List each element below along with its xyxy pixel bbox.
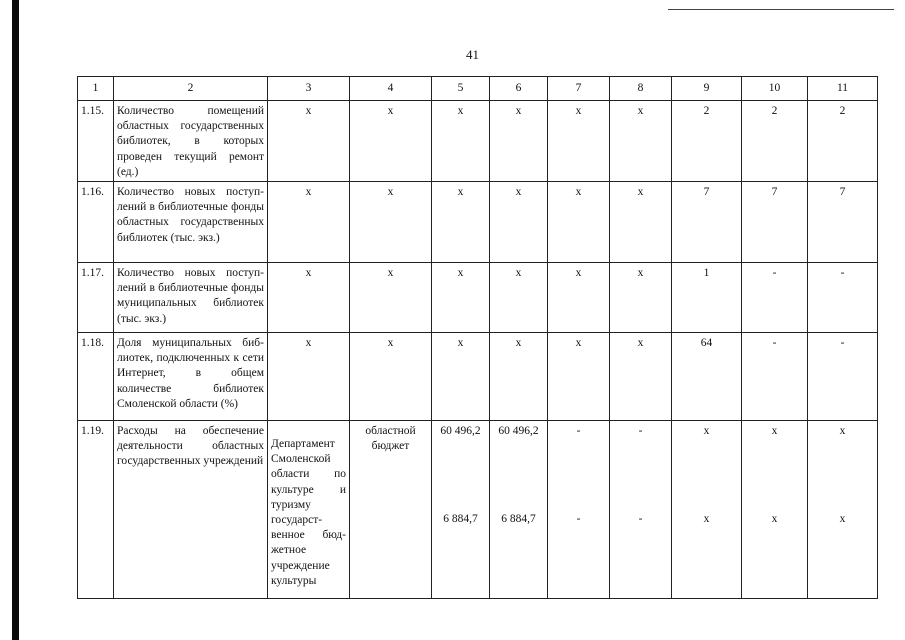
data-table (77, 76, 878, 599)
cell: x (610, 182, 672, 263)
row-name: Доля муниципальных библиотек, подключенных к сети Интернет, в общем количестве библиотек Смоленской области (%) (114, 333, 268, 421)
cell-value-2: 6 884,7 (501, 513, 536, 525)
row-name: Количество новых поступлений в библиотечные фонды муниципальных библиотек (тыс. экз.) (114, 263, 268, 333)
row-number: 1.17. (78, 263, 114, 333)
cell: x (548, 333, 610, 421)
cell: - (742, 333, 808, 421)
cell: x (350, 333, 432, 421)
cell (610, 421, 672, 599)
cell: x (490, 101, 548, 182)
cell-value-2: 6 884,7 (443, 513, 478, 525)
cell: x (350, 182, 432, 263)
cell (490, 421, 548, 599)
cell: x (432, 101, 490, 182)
cell: x (490, 263, 548, 333)
header-cell: 3 (268, 77, 350, 101)
cell-value-1: - (576, 425, 581, 437)
cell: x (432, 182, 490, 263)
cell-value-2: - (638, 513, 643, 525)
cell: - (808, 333, 878, 421)
cell: x (490, 182, 548, 263)
cell: x (350, 101, 432, 182)
header-cell: 5 (432, 77, 490, 101)
cell-value-1: x (703, 425, 710, 437)
row-number: 1.16. (78, 182, 114, 263)
cell: x (268, 263, 350, 333)
cell (742, 421, 808, 599)
cell: x (432, 333, 490, 421)
cell: x (610, 101, 672, 182)
header-cell: 9 (672, 77, 742, 101)
cell-value-1: 60 496,2 (498, 425, 539, 437)
cell: x (610, 333, 672, 421)
cell: 7 (808, 182, 878, 263)
row-name: Количество помещений областных государственных библиотек, в которых проведен текущий ремонт (ед.) (114, 101, 268, 182)
cell: 2 (742, 101, 808, 182)
table-row (78, 263, 878, 333)
cell: x (490, 333, 548, 421)
cell: 64 (672, 333, 742, 421)
page-number: 41 (466, 47, 479, 62)
row-name: Расходы на обеспечение деятельности областных государственных учреждений (114, 421, 268, 599)
cell-value-2: - (576, 513, 581, 525)
cell: 1 (672, 263, 742, 333)
cell: x (548, 263, 610, 333)
cell-value-2: x (703, 513, 710, 525)
cell-value-1: x (771, 425, 778, 437)
cell: 7 (672, 182, 742, 263)
row-name: Количество новых поступлений в библиотечные фонды областных государственных библиотек (тыс. экз.) (114, 182, 268, 263)
cell-value-2: x (771, 513, 778, 525)
cell: x (350, 263, 432, 333)
top-rule (668, 9, 894, 10)
table-row (78, 101, 878, 182)
cell (808, 421, 878, 599)
cell: - (808, 263, 878, 333)
header-cell: 7 (548, 77, 610, 101)
table-row (78, 333, 878, 421)
cell: x (268, 101, 350, 182)
scan-edge (12, 0, 19, 640)
cell (548, 421, 610, 599)
cell: x (610, 263, 672, 333)
header-cell: 6 (490, 77, 548, 101)
cell-value-2: x (839, 513, 846, 525)
cell: x (432, 263, 490, 333)
row-number: 1.15. (78, 101, 114, 182)
row-number: 1.18. (78, 333, 114, 421)
cell: x (268, 333, 350, 421)
header-cell: 4 (350, 77, 432, 101)
cell: 2 (808, 101, 878, 182)
header-cell: 2 (114, 77, 268, 101)
cell-value-1: x (839, 425, 846, 437)
cell (672, 421, 742, 599)
cell: x (548, 101, 610, 182)
cell (432, 421, 490, 599)
table-row (78, 182, 878, 263)
header-cell: 8 (610, 77, 672, 101)
funding-source: областной бюджет (350, 421, 432, 599)
header-cell: 1 (78, 77, 114, 101)
cell: - (742, 263, 808, 333)
table-row (78, 421, 878, 599)
cell: x (548, 182, 610, 263)
row-number: 1.19. (78, 421, 114, 599)
header-cell: 11 (808, 77, 878, 101)
cell: 2 (672, 101, 742, 182)
responsible-department: Департамент Смоленской области по культуре и туризму государственное бюджетное учреждение культуры (268, 421, 350, 599)
cell: 7 (742, 182, 808, 263)
cell-value-1: 60 496,2 (440, 425, 481, 437)
header-row (78, 77, 878, 101)
cell: x (268, 182, 350, 263)
header-cell: 10 (742, 77, 808, 101)
cell-value-1: - (638, 425, 643, 437)
